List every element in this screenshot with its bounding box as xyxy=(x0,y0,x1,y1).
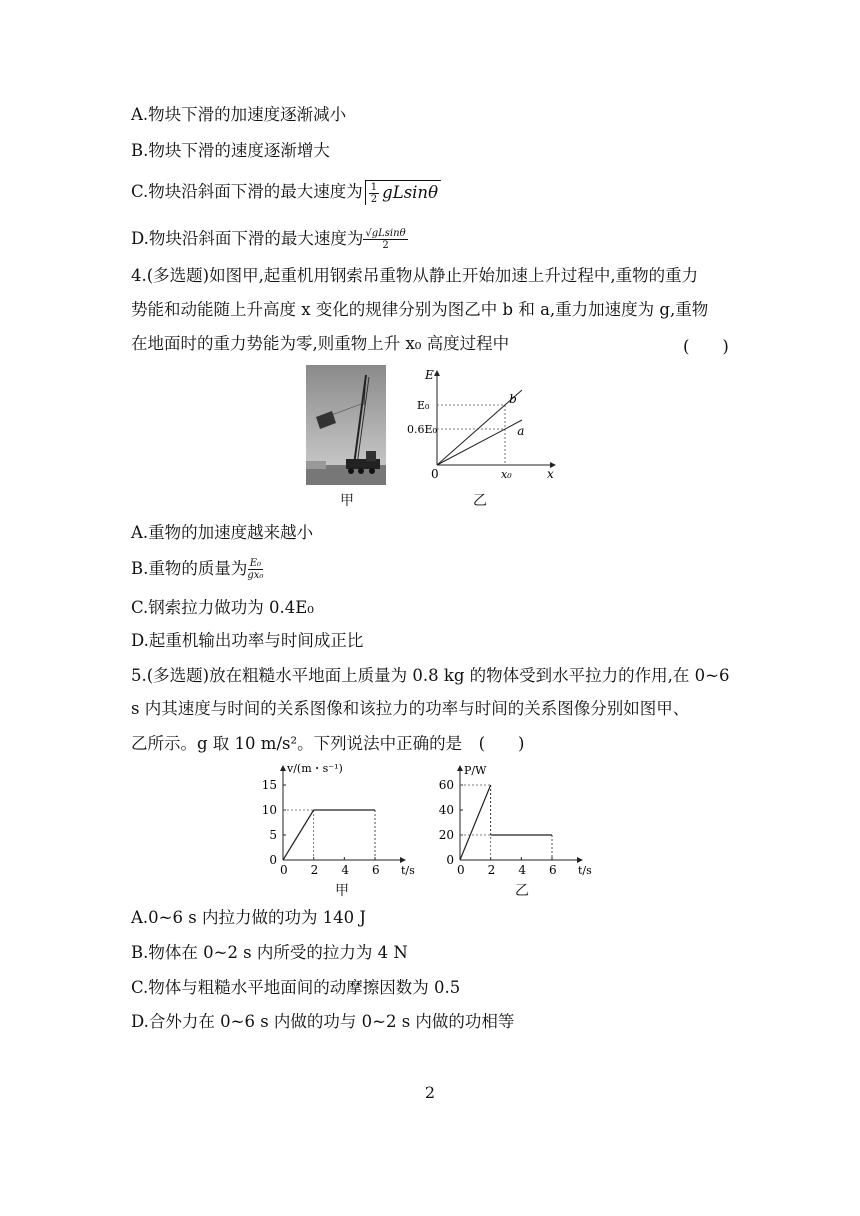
crane-photo xyxy=(306,365,386,485)
y-axis-label: P/W xyxy=(464,764,487,777)
q5-option-a: A.0~6 s 内拉力做的功为 140 J xyxy=(131,908,367,927)
fig4-right-caption: 乙 xyxy=(473,493,487,509)
x-tick-label: 4 xyxy=(518,863,526,877)
tick-label-e0: E₀ xyxy=(417,399,430,412)
x-axis-label: t/s xyxy=(578,864,592,877)
q4-option-b: B.重物的质量为 $\frac{\text{E₀}}{\text{gx₀}}$ xyxy=(131,558,264,581)
x-tick-label: 0 xyxy=(280,863,288,877)
x-tick-label: 6 xyxy=(372,863,380,877)
q4-stem-line3: 在地面时的重力势能为零,则重物上升 x₀ 高度过程中 xyxy=(131,334,510,353)
q4-answer-paren: ( ) xyxy=(683,337,729,356)
sqrt-expression: $\frac{1}{2}$ gLsinθ xyxy=(365,180,441,205)
q4-option-a: A.重物的加速度越来越小 xyxy=(131,523,314,542)
q3-option-b: B.物块下滑的速度逐渐增大 xyxy=(131,141,330,160)
power-time-graph xyxy=(430,760,600,890)
x-tick-label: 2 xyxy=(487,863,496,877)
series-line-a xyxy=(437,420,525,465)
figp-caption: 乙 xyxy=(515,883,529,899)
page-number: 2 xyxy=(424,1083,436,1102)
velocity-time-graph xyxy=(255,760,425,890)
q4-stem-line1: 4.(多选题)如图甲,起重机用钢索吊重物从静止开始加速上升过程中,重物的重力 xyxy=(131,266,699,285)
energy-height-graph xyxy=(407,365,565,483)
y-tick-label: 10 xyxy=(261,803,277,817)
x-tick-label: 6 xyxy=(549,863,557,877)
x-tick-label: 4 xyxy=(341,863,349,877)
y-tick-label: 0 xyxy=(269,853,277,867)
tick-label-06e0: 0.6E₀ xyxy=(407,423,437,436)
q5-option-d: D.合外力在 0~6 s 内做的功与 0~2 s 内做的功相等 xyxy=(131,1012,515,1031)
q5-stem-line2: s 内其速度与时间的关系图像和该拉力的功率与时间的关系图像分别如图甲、 xyxy=(131,699,690,718)
y-axis-label: v/(m・s⁻¹) xyxy=(287,762,343,775)
series-segment xyxy=(460,785,491,860)
q4-option-d: D.起重机输出功率与时间成正比 xyxy=(131,631,364,650)
series-label-b: b xyxy=(509,392,517,406)
origin-label: 0 xyxy=(431,467,439,481)
y-axis-label: E xyxy=(425,368,434,382)
y-tick-label: 15 xyxy=(261,778,277,792)
q3-option-c: C.物块沿斜面下滑的最大速度为 $\frac{1}{2}$ gLsinθ xyxy=(131,180,441,205)
q4-stem-line2: 势能和动能随上升高度 x 变化的规律分别为图乙中 b 和 a,重力加速度为 g,重物 xyxy=(131,300,709,319)
y-tick-label: 40 xyxy=(438,803,454,817)
q5-stem-line1: 5.(多选题)放在粗糙水平地面上质量为 0.8 kg 的物体受到水平拉力的作用,在 0~6 xyxy=(131,666,730,685)
q4-option-c: C.钢索拉力做功为 0.4E₀ xyxy=(131,598,314,617)
x-axis-label: t/s xyxy=(401,864,415,877)
y-tick-label: 60 xyxy=(438,778,454,792)
fig4-left-caption: 甲 xyxy=(340,493,354,509)
q5-option-b: B.物体在 0~2 s 内所受的拉力为 4 N xyxy=(131,943,408,962)
x-tick-label: 2 xyxy=(310,863,319,877)
x-axis-label: x xyxy=(547,467,554,481)
figv-caption: 甲 xyxy=(335,883,349,899)
q5-option-c: C.物体与粗糙水平地面间的动摩擦因数为 0.5 xyxy=(131,978,461,997)
series-segment xyxy=(283,810,314,860)
q3-option-a: A.物块下滑的加速度逐渐减小 xyxy=(131,105,347,124)
q3-option-d: D.物块沿斜面下滑的最大速度为 $\frac{√gLsin\theta}{2}$ xyxy=(131,228,406,251)
y-tick-label: 5 xyxy=(269,828,277,842)
q5-stem-line3: 乙所示。g 取 10 m/s²。下列说法中正确的是 ( ) xyxy=(131,734,525,753)
x-tick-label: 0 xyxy=(457,863,465,877)
y-tick-label: 0 xyxy=(446,853,454,867)
series-label-a: a xyxy=(517,424,525,439)
y-tick-label: 20 xyxy=(438,828,454,842)
tick-label-x0: x₀ xyxy=(501,468,512,481)
